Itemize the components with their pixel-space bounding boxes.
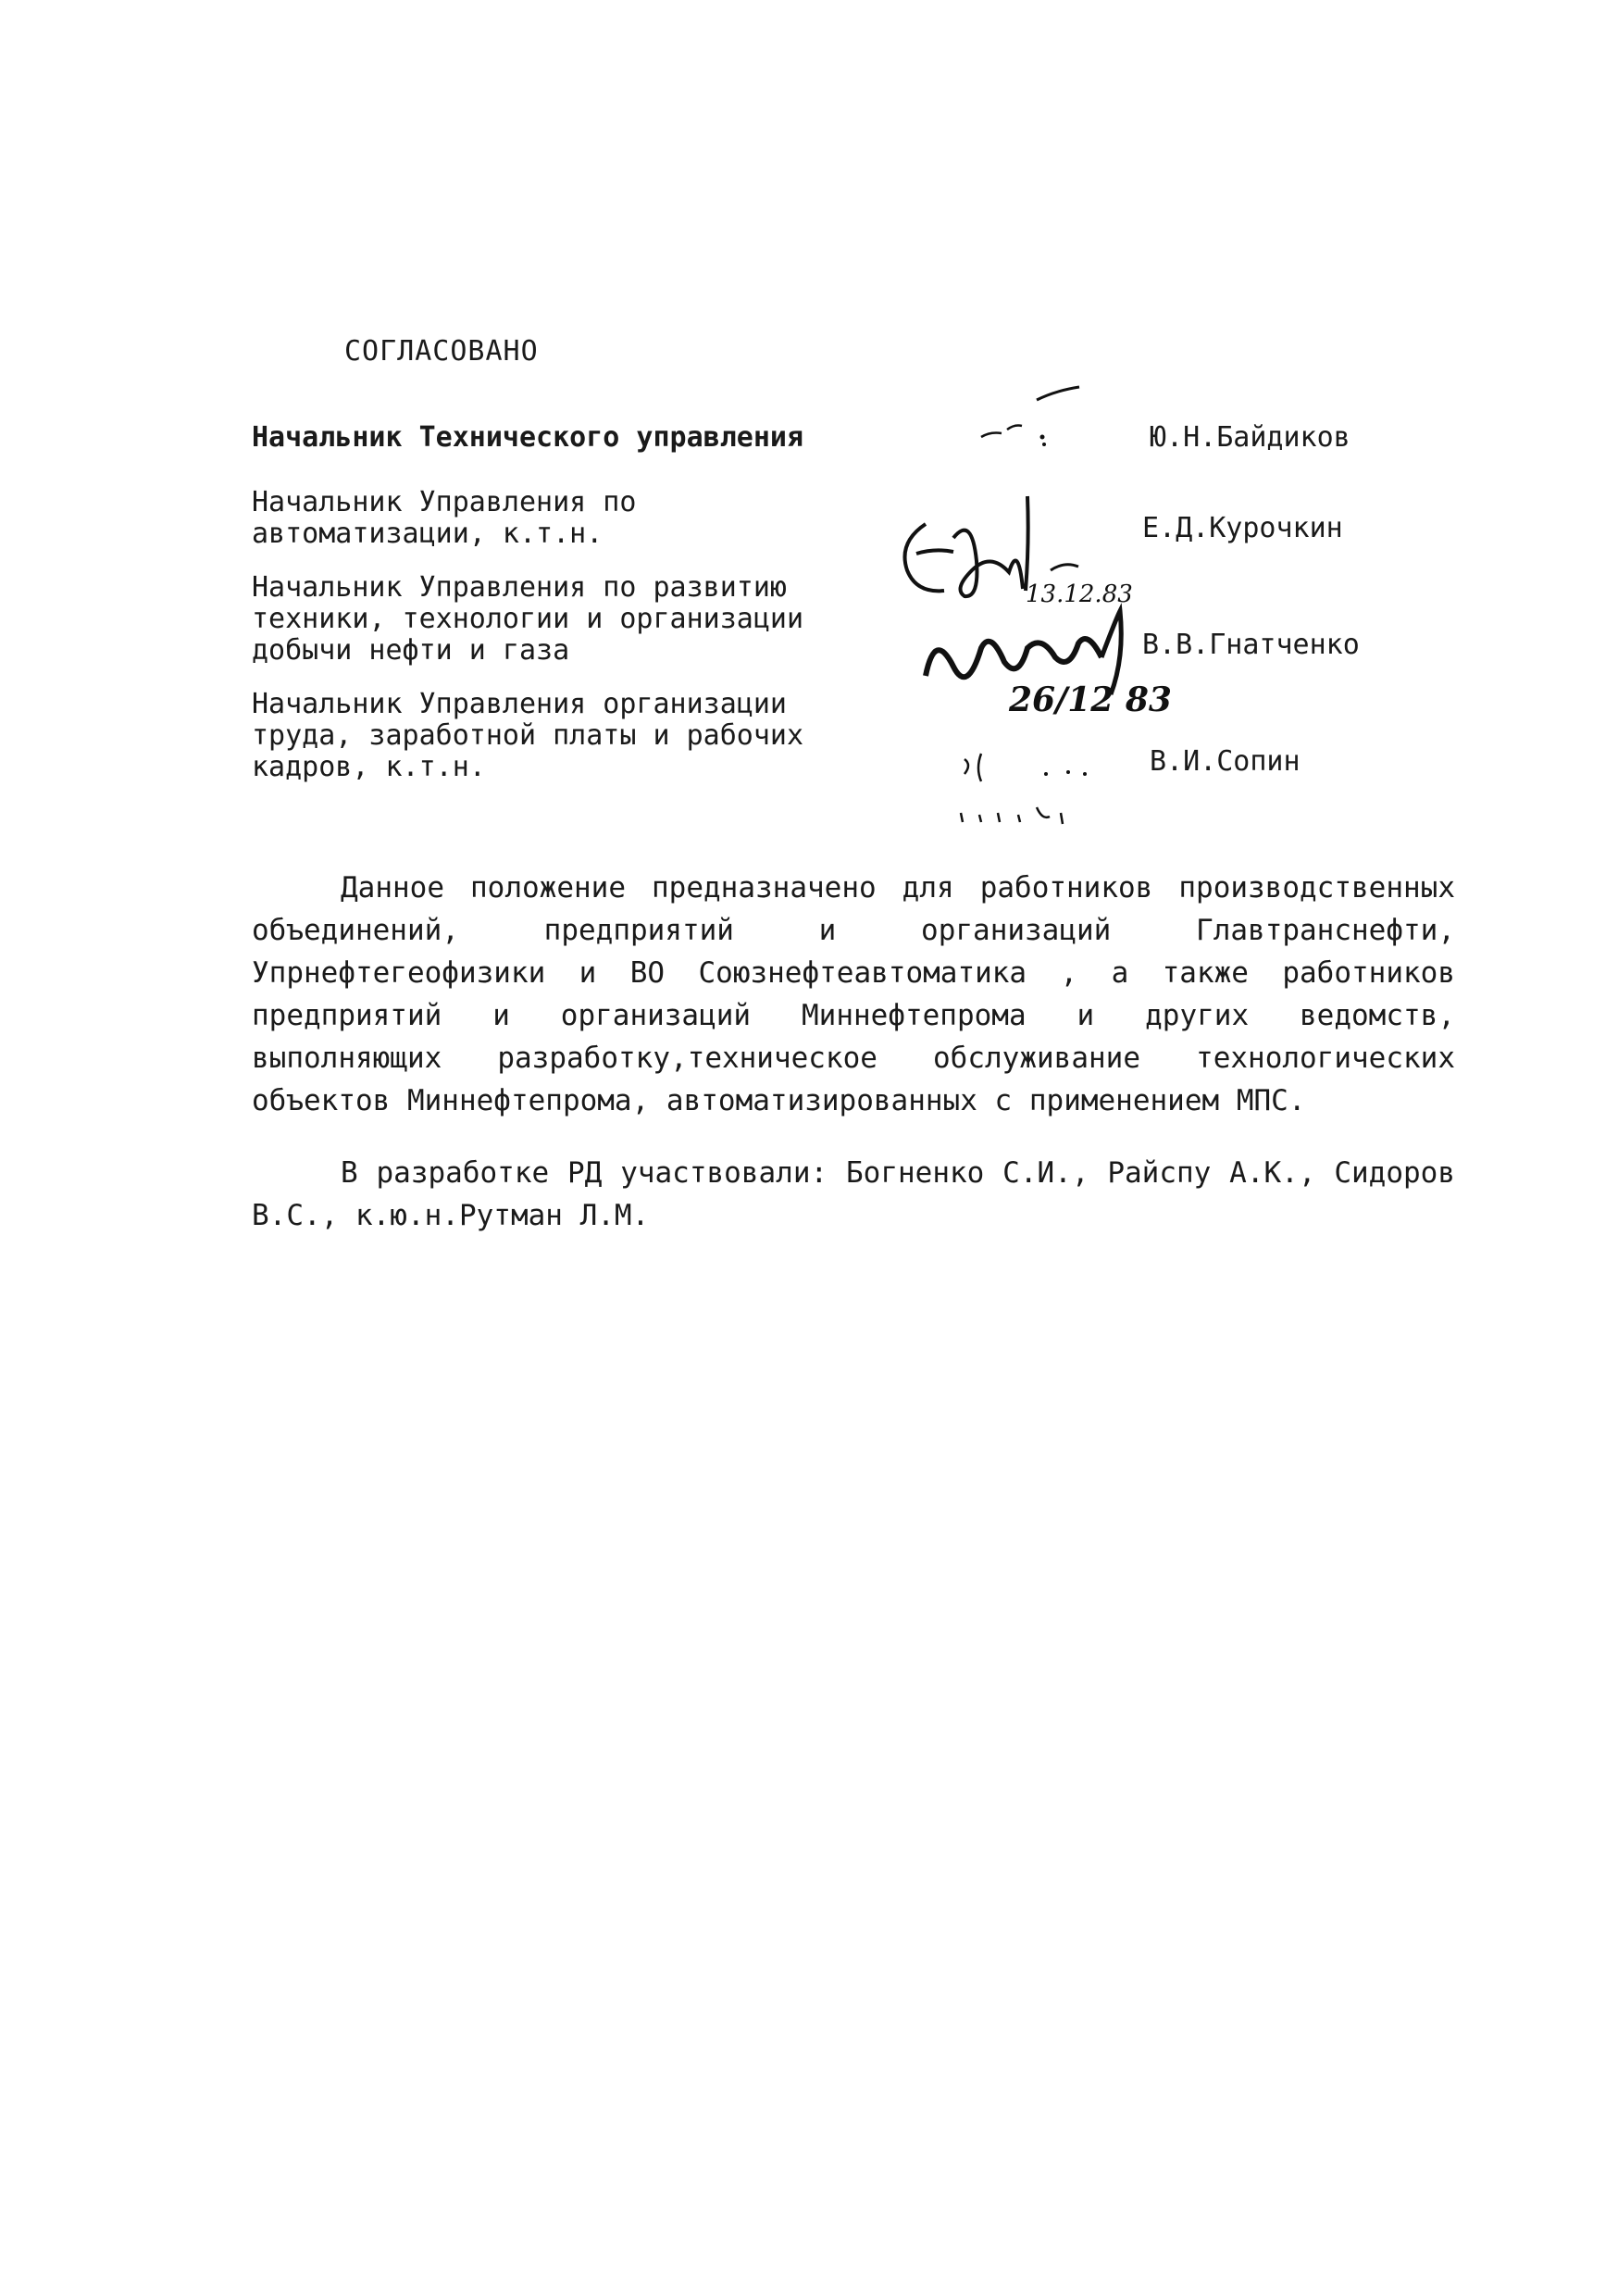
person-name: В.И.Сопин xyxy=(1150,745,1301,778)
signature-date: 13.12.83 xyxy=(1026,580,1133,608)
position-title: Начальник Управления организации труда, заработной платы и рабочих кадров, к.т.н. xyxy=(252,688,804,783)
authors-paragraph: В разработке РД участвовали: Богненко С.И., Райспу А.К., Сидоров В.С., к.ю.н.Рутман Л.М. xyxy=(252,1156,1455,1232)
position-title: Начальник Технического управления xyxy=(252,421,804,454)
position-title: Начальник Управления по автоматизации, к.т.н. xyxy=(252,486,637,550)
signature-baydikov xyxy=(963,380,1092,454)
signature-gnatchenko xyxy=(916,593,1222,722)
signature-date: 26/12 83 xyxy=(1009,680,1172,719)
approval-heading: СОГЛАСОВАНО xyxy=(344,335,539,368)
position-title: Начальник Управления по развитию техники, технологии и организации добычи нефти и газа xyxy=(252,571,804,667)
person-name: Е.Д.Курочкин xyxy=(1142,512,1343,544)
person-name: Ю.Н.Байдиков xyxy=(1150,421,1350,454)
signature-sopin xyxy=(944,741,1111,842)
purpose-paragraph: Данное положение предназначено для работников производственных объединений, предприятий и организаций Главтранснефти, Упрнефтегеофизики и ВО Союзнефтеавтоматика , а также работников предприятий и организаций Миннефтепрома и других ведомств, выполняющих разработку,техническое обслуживание технологических объектов Миннефтепрома, автоматизированных с применением МПС. xyxy=(252,871,1455,1117)
person-name: В.В.Гнатченко xyxy=(1142,629,1360,661)
